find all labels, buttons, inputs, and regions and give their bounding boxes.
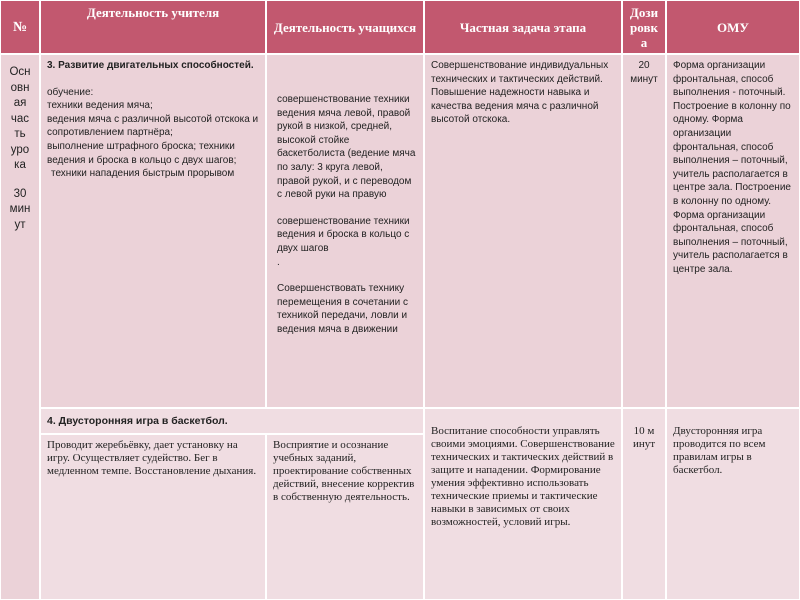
stage3-task-cell	[424, 54, 622, 408]
stage4-title-cell	[40, 408, 424, 434]
section-label-spacer	[1, 174, 39, 187]
header-dose: Дозировка	[622, 0, 666, 54]
section-label-line: час	[10, 112, 30, 125]
stage3-teacher-line: техники ведения мяча;	[47, 100, 153, 112]
section-label-line: мин	[9, 203, 31, 215]
section-label-line: овн	[10, 81, 30, 94]
section-label	[0, 54, 40, 600]
spacer	[277, 269, 417, 282]
section-label-line: Осн	[9, 66, 31, 78]
stage3-omu-cell	[666, 54, 800, 408]
header-omu: ОМУ	[666, 0, 800, 54]
spacer	[47, 73, 259, 86]
section-label-line: ка	[14, 159, 26, 171]
header-teacher: Деятельность учителя	[40, 0, 266, 54]
stage3-teacher-line: ведения мяча с различной высотой отскока и сопротивлением партнёра;	[47, 113, 259, 139]
stage3-students-cell	[266, 54, 424, 408]
section-label-line: уро	[10, 143, 30, 156]
header-task: Частная задача этапа	[424, 0, 622, 54]
stage4-title: 4. Двусторонняя игра в баскетбол.	[47, 415, 228, 427]
stage3-students-dot: .	[277, 256, 280, 268]
stage3-title: 3. Развитие двигательных способностей.	[47, 60, 254, 71]
stage3-students-p3: Совершенствовать технику перемещения в сочетании с техникой передачи, ловли и ведения мяча в движении	[277, 283, 409, 335]
stage4-dose-cell	[622, 408, 666, 600]
stage3-students-p2: совершенствование техники ведения и броска в кольцо с двух шагов	[277, 215, 410, 254]
stage4-teacher-cell	[40, 434, 266, 600]
stage3-teacher-line: выполнение штрафного броска; техники ведения и броска в кольцо с двух шагов;	[47, 140, 237, 166]
stage3-teacher-line: техники нападения быстрым прорывом	[51, 168, 235, 180]
header-students: Деятельность учащихся	[266, 0, 424, 54]
stage4-task: Воспитание способности управлять своими эмоциями. Совершенствование технических и тактических действий в защите и нападении. Формирование умения эффективно использовать технические приемы и тактические навыки в зависимых от своих возможностей, условий игры.	[431, 425, 615, 528]
section-label-line: ая	[13, 97, 27, 109]
stage3-teacher-cell	[40, 54, 266, 408]
stage3-teacher-line: обучение:	[47, 86, 94, 98]
stage4-omu: Двусторонняя игра проводится по всем правилам игры в баскетбол.	[673, 425, 766, 476]
stage3-dose-cell	[622, 54, 666, 408]
header-num: №	[0, 0, 40, 54]
stage4-teacher: Проводит жеребьёвку, дает установку на игру. Осуществляет судейство. Бег в медленном темпе. Восстановление дыхания.	[47, 439, 257, 477]
stage4-omu-cell	[666, 408, 800, 600]
stage4-dose: 10 минут	[632, 425, 656, 450]
stage3-dose: 20 минут	[630, 60, 658, 85]
section-label-line: ут	[14, 218, 26, 231]
stage3-omu: Форма организации фронтальная, способ выполнения - поточный. Построение в колонну по одному. Форма организации фронтальная, способ выполнения – поточный, учитель располагается в центре зала. Построение в колонну по одному. Форма организации фронтальная, способ выполнения – поточный, учитель располагается в центре зала.	[673, 60, 791, 275]
stage3-students-p1: совершенствование техники ведения мяча левой, правой рукой в низкой, средней, высокой стойке баскетболиста (ведение мяча по залу: 3 круга левой, правой рукой, и с переводом с левой руки на правую	[277, 94, 416, 201]
section-label-line: ть	[14, 128, 26, 140]
stage3-task: Совершенствование индивидуальных технических и тактических действий. Повышение надежности навыка и качества ведения мяча с различной высотой отскока.	[431, 60, 609, 126]
spacer	[277, 202, 417, 215]
stage4-students-cell	[266, 434, 424, 600]
stage4-students: Восприятие и осознание учебных заданий, проектирование собственных действий, внесение корректив в собственную деятельность.	[273, 439, 415, 503]
section-label-line: 30	[13, 187, 27, 200]
stage4-task-cell	[424, 408, 622, 600]
